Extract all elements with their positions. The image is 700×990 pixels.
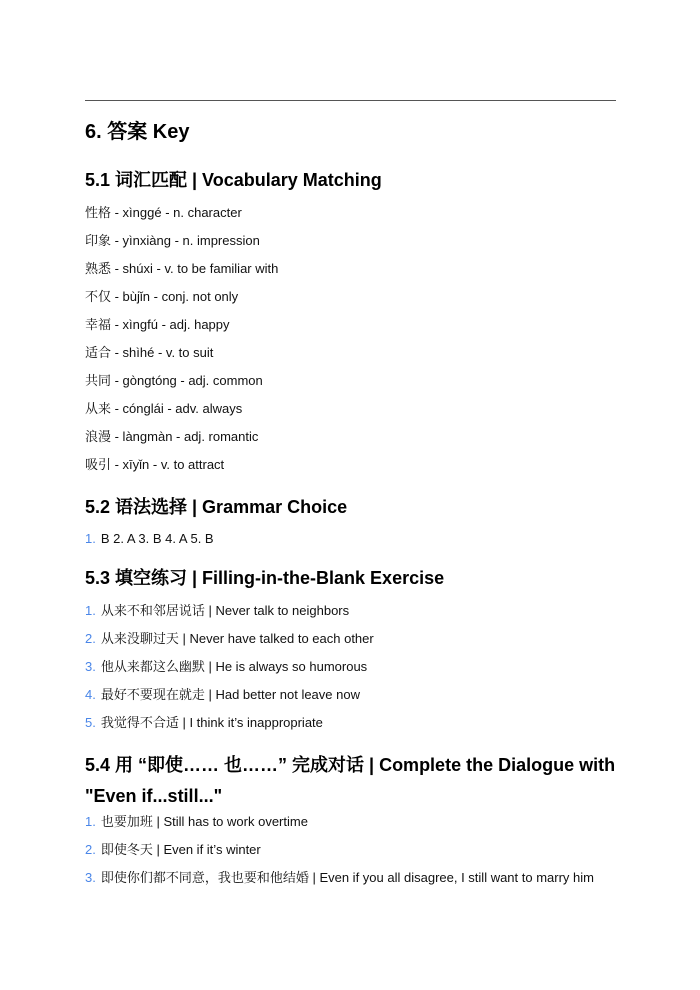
list-number: 2.	[85, 842, 96, 857]
list-item	[85, 602, 349, 620]
list-item-text: 即使冬天 | Even if it’s winter	[100, 842, 261, 857]
list-item	[85, 714, 323, 732]
list-number: 3.	[85, 659, 96, 674]
list-item-text: 最好不要现在就走 | Had better not leave now	[100, 687, 360, 702]
list-number: 3.	[85, 870, 96, 885]
list-item	[85, 869, 594, 887]
list-item-text: 我觉得不合适 | I think it’s inappropriate	[100, 715, 323, 730]
list-item	[85, 630, 374, 648]
page-heading: 6. 答案 Key	[85, 121, 190, 143]
list-item	[85, 686, 360, 704]
vocab-item: 印象 - yìnxiàng - n. impression	[85, 233, 260, 248]
list-item	[85, 841, 261, 859]
section-title-grammar: 5.2 语法选择 | Grammar Choice	[85, 497, 348, 517]
list-number: 1.	[85, 814, 96, 829]
list-number: 5.	[85, 715, 96, 730]
list-number: 1.	[85, 603, 96, 618]
horizontal-divider	[85, 100, 616, 101]
list-item-text: 从来不和邻居说话 | Never talk to neighbors	[100, 603, 350, 618]
list-number: 2.	[85, 631, 96, 646]
list-item-text: 他从来都这么幽默 | He is always so humorous	[100, 659, 368, 674]
vocab-item: 性格 - xìnggé - n. character	[85, 205, 242, 220]
list-item-text: 即使你们都不同意，我也要和他结婚 | Even if you all disagree, I still want to marry him	[100, 870, 594, 885]
section-title-fill-blank: 5.3 填空练习 | Filling-in-the-Blank Exercise	[85, 568, 445, 588]
vocab-item: 幸福 - xìngfú - adj. happy	[85, 317, 230, 332]
section-title-vocabulary: 5.1 词汇匹配 | Vocabulary Matching	[85, 170, 382, 190]
list-item-text: B 2. A 3. B 4. A 5. B	[100, 531, 214, 546]
list-item-text: 也要加班 | Still has to work overtime	[100, 814, 308, 829]
list-item	[85, 813, 308, 831]
list-number: 4.	[85, 687, 96, 702]
vocab-item: 适合 - shìhé - v. to suit	[85, 345, 214, 360]
vocab-item: 共同 - gòngtóng - adj. common	[85, 373, 263, 388]
list-item	[85, 658, 367, 676]
vocab-item: 不仅 - bùjǐn - conj. not only	[85, 289, 239, 304]
grammar-answers	[85, 530, 214, 548]
vocab-item: 从来 - cónglái - adv. always	[85, 401, 243, 416]
list-item-text: 从来没聊过天 | Never have talked to each other	[100, 631, 374, 646]
vocab-item: 吸引 - xīyǐn - v. to attract	[85, 457, 225, 472]
list-number: 1.	[85, 531, 96, 546]
vocab-item: 熟悉 - shúxi - v. to be familiar with	[85, 261, 279, 276]
section-title-dialogue: 5.4 用 “即使…… 也……” 完成对话 | Complete the Dialogue with "Even if...still..."	[85, 755, 616, 806]
vocab-item: 浪漫 - làngmàn - adj. romantic	[85, 429, 259, 444]
